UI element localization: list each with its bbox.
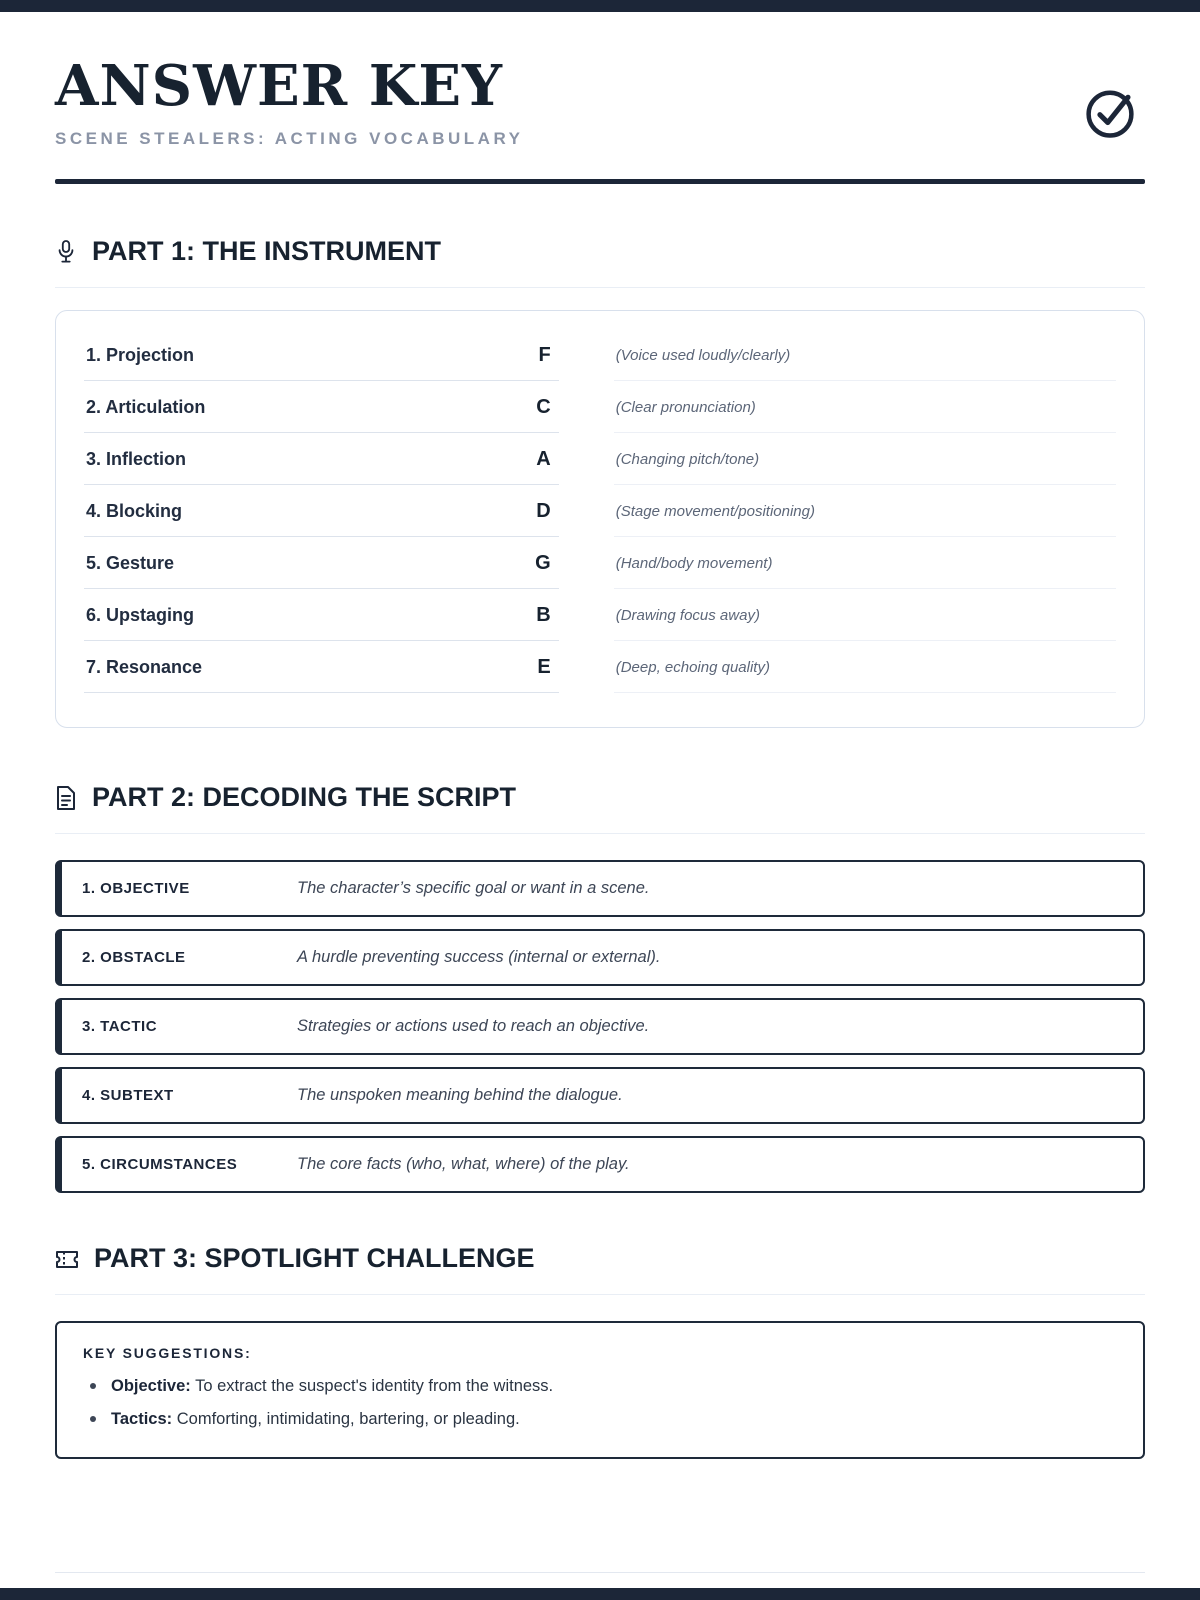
vocab-row [84,329,1116,381]
vocab-row [84,641,1116,693]
page-content [0,12,1200,1572]
key-suggestion-item [83,1375,1117,1397]
vocab-answer-letter: D [536,500,551,522]
vocab-answer-letter: C [536,396,551,418]
definition-text: A hurdle preventing success (internal or external). [297,948,661,966]
vocab-row [84,433,1116,485]
vocab-answer-letter: A [536,448,551,470]
bottom-accent-bar [0,1588,1200,1600]
vocab-answer-letter: E [537,656,551,678]
key-suggestions-box [55,1321,1145,1459]
part1-heading [55,236,1145,288]
part2-heading [55,782,1145,834]
definition-term: 2. OBSTACLE [82,949,186,966]
part3-title: PART 3: SPOTLIGHT CHALLENGE [94,1243,535,1273]
vocab-answer-letter: G [535,552,551,574]
vocab-description: (Drawing focus away) [614,589,1116,641]
definition-card [55,860,1145,917]
header-divider [55,179,1145,184]
vocab-term: 2. Articulation [86,397,206,417]
key-suggestion-item [83,1408,1117,1430]
definition-card [55,929,1145,986]
vocab-term: 1. Projection [86,345,195,365]
definition-card [55,998,1145,1055]
vocab-term: 3. Inflection [86,449,187,469]
vocab-description: (Deep, echoing quality) [614,641,1116,693]
vocab-description: (Hand/body movement) [614,537,1116,589]
page-subtitle: SCENE STEALERS: ACTING VOCABULARY [55,129,524,148]
vocab-term-answer [84,485,559,537]
vocab-term: 5. Gesture [86,553,175,573]
check-circle-icon [1083,86,1137,145]
bullet-label: Objective: [111,1377,191,1395]
vocab-term: 4. Blocking [86,501,183,521]
key-suggestions-title: KEY SUGGESTIONS: [83,1345,252,1361]
definition-text: Strategies or actions used to reach an objective. [297,1017,650,1035]
vocab-term-answer [84,589,559,641]
vocab-description: (Clear pronunciation) [614,381,1116,433]
vocab-description: (Stage movement/positioning) [614,485,1116,537]
definition-text: The core facts (who, what, where) of the play. [297,1155,630,1173]
footer-divider [55,1572,1145,1573]
vocab-answer-letter: B [536,604,551,626]
vocab-row [84,381,1116,433]
bullet-label: Tactics: [111,1410,173,1429]
definition-term: 3. TACTIC [82,1018,158,1035]
part3-heading [55,1243,1145,1295]
ticket-icon [55,1248,79,1270]
bullet-text: Comforting, intimidating, bartering, or pleading. [176,1410,520,1429]
vocab-matching-box [55,310,1145,728]
definition-term: 4. SUBTEXT [82,1087,174,1104]
vocab-row [84,485,1116,537]
definition-term: 5. CIRCUMSTANCES [82,1156,238,1173]
definition-card [55,1136,1145,1193]
vocab-description: (Voice used loudly/clearly) [614,329,1116,381]
top-accent-bar [0,0,1200,12]
vocab-term-answer [84,433,559,485]
header-text-block [55,53,524,149]
microphone-icon [55,238,77,266]
vocab-term: 6. Upstaging [86,605,195,625]
header [55,12,1145,149]
vocab-row [84,589,1116,641]
definition-term: 1. OBJECTIVE [82,880,190,897]
part2-title: PART 2: DECODING THE SCRIPT [92,782,517,812]
bullet-text: To extract the suspect's identity from the witness. [195,1377,554,1395]
vocab-term-answer [84,329,559,381]
vocab-row [84,537,1116,589]
vocab-description: (Changing pitch/tone) [614,433,1116,485]
part1-title: PART 1: THE INSTRUMENT [92,236,441,266]
vocab-term-answer [84,381,559,433]
key-suggestions-list [83,1375,1117,1431]
document-icon [55,785,77,811]
vocab-term-answer [84,537,559,589]
definition-text: The unspoken meaning behind the dialogue. [297,1086,623,1104]
vocab-term: 7. Resonance [86,657,203,677]
vocab-answer-letter: F [538,344,551,366]
definition-card [55,1067,1145,1124]
definition-text: The character’s specific goal or want in a scene. [297,879,650,897]
page-title: ANSWER KEY [55,53,504,119]
vocab-term-answer [84,641,559,693]
